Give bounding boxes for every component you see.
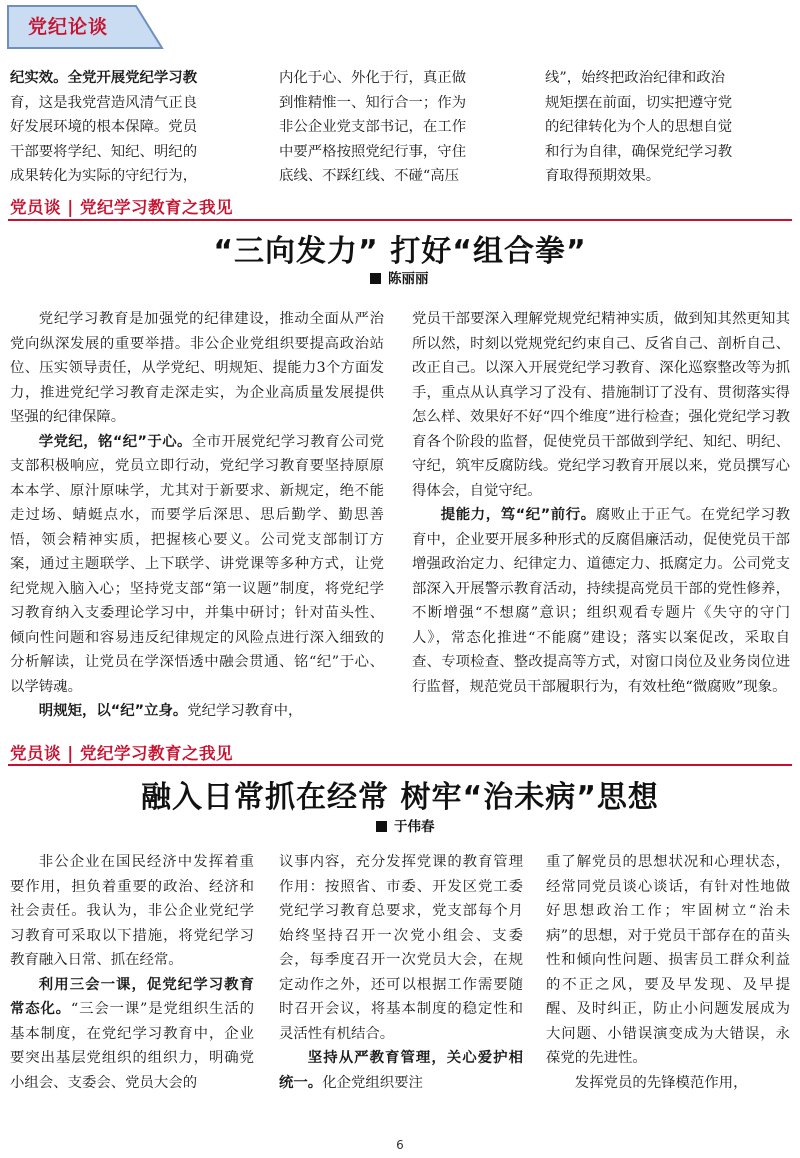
top-col2-line-2: 到惟精惟一、知行合一；作为 [279, 94, 467, 111]
article2-col3-p2: 发挥党员的先锋模范作用， [574, 1074, 748, 1091]
article2-col1-p2 [10, 973, 254, 1096]
article1-left-p2 [10, 430, 384, 700]
banner-title: 党纪论谈 [28, 16, 109, 38]
article1-right-p2-body: 腐败止于正气。在党纪学习教育中，企业要开展多种形式的反腐倡廉活动，促使党员干部增强政治定力、纪律定力、道德定力、抵腐定力。公司党支部深入开展警示教育活动，持续提高党员干部的党性修养，不断增强“不想腐”意识；组织观看专题片《失守的守门人》，常态化推进“不能腐”建设；落实以案促改，采取自查、专项检查、整改提高等方式，对窗口岗位及业务岗位进行监督，规范党员干部履职行为，有效杜绝“微腐败”现象。 [412, 507, 790, 695]
article2-column-2 [279, 850, 523, 1095]
article2-col2-p1: 议事内容，充分发挥党课的教育管理作用：按照省、市委、开发区党工委党纪学习教育总要求，党支部每个月始终坚持召开一次党小组会、支委会，每季度召开一次党员大会，在规定动作之外，还可以根据工作需要随时召开会议，将基本制度的稳定性和灵活性有机结合。 [279, 854, 523, 1042]
article1-left-p3-lead: 明规矩，以“纪”立身。 [38, 703, 188, 719]
top-col3-line-2: 规矩摆在前面，切实把遵守党 [545, 94, 733, 111]
byline-square-icon [370, 273, 381, 284]
article1-right-column [412, 307, 790, 699]
top-col1-line-1: 纪实效。全党开展党纪学习教 [10, 70, 198, 86]
top-col1-line-4: 干部要将学纪、知纪、明纪的 [10, 143, 198, 160]
section-banner [6, 4, 166, 50]
article1-headline: “三向发力” 打好“组合拳” [213, 234, 587, 269]
article1-right-p2 [412, 503, 790, 699]
article1-right-p2-lead: 提能力，笃“纪”前行。 [440, 507, 596, 523]
top-col3-line-1: 线”，始终把政治纪律和政治 [545, 70, 726, 86]
byline-square-icon [376, 821, 387, 832]
article2-column-3 [546, 850, 790, 1095]
article1-byline [370, 267, 429, 287]
article2-col1-p2-body: “三会一课”是党组织生活的基本制度，在党纪学习教育中，企业要突出基层党组织的组织力，明确党小组会、支委会、党员大会的 [10, 1001, 254, 1091]
article2-rule [8, 764, 792, 766]
top-col1-line-5: 成果转化为实际的守纪行为， [10, 168, 198, 184]
top-column-1 [10, 66, 255, 189]
article2-col2-p2-body: 化企党组织要注 [322, 1074, 423, 1091]
article1-left-p1: 党纪学习教育是加强党的纪律建设，推动全面从严治党向纵深发展的重要举措。非公企业党组织要提高政治站位、压实领导责任，从学党纪、明规矩、提能力3个方面发力，推进党纪学习教育走深走实，为企业高质量发展提供坚强的纪律保障。 [10, 311, 384, 425]
article1-left-p3-body: 党纪学习教育中， [187, 703, 303, 719]
top-col3-line-3: 的纪律转化为个人的思想自觉 [545, 119, 733, 135]
article2-byline [376, 815, 435, 835]
top-col2-line-1: 内化于心、外化于行，真正做 [279, 70, 467, 86]
top-col1-line-3: 好发展环境的根本保障。党员 [10, 119, 198, 135]
top-col3-line-4: 和行为自律，确保党纪学习教 [545, 143, 733, 160]
top-col2-line-3: 非公企业党支部书记，在工作 [279, 119, 467, 135]
article1-left-p3 [10, 699, 384, 724]
article2-author: 于伟春 [394, 819, 435, 835]
article2-col2-p2 [279, 1046, 523, 1095]
top-col2-line-5: 底线、不踩红线、不碰“高压 [279, 168, 460, 184]
article1-left-p2-lead: 学党纪，铭“纪”于心。 [38, 433, 192, 450]
article1-author: 陈丽丽 [388, 271, 429, 287]
article2-col3-p1: 重了解党员的思想状况和心理状态，经常同党员谈心谈话，有针对性地做好思想政治工作；牢固树立“治未病”的思想，对于党员干部存在的苗头性和倾向性问题、损害员工群众利益的不正之风，要及早发现、及早提醒、及时纠正，防止小问题发展成为大问题、小错误演变成为大错误，永葆党的先进性。 [546, 854, 790, 1066]
article2-headline: 融入日常抓在经常 树牢“治未病”思想 [141, 780, 659, 815]
article1-left-p2-body: 全市开展党纪学习教育公司党支部积极响应，党员立即行动，党纪学习教育要坚持原原本本学、原汁原味学，尤其对于新要求、新规定，绝不能走过场、蜻蜓点水，而要学后深思、思后勤学、勤思善悟，领会精神实质，把握核心要义。公司党支部制订方案，通过主题联学、上下联学、讲党课等多种方式，让党纪党规入脑入心；坚持党支部“第一议题”制度，将党纪学习教育纳入支委理论学习中，并集中研讨；针对苗头性、倾向性问题和容易违反纪律规定的风险点进行深入细致的分析解读，让党员在学深悟透中融会贯通、铭“纪”于心、以学铸魂。 [10, 433, 384, 695]
top-col3-line-5: 育取得预期效果。 [545, 168, 661, 184]
article2-column-1 [10, 850, 254, 1095]
article1-rule [8, 219, 792, 221]
article1-right-p1: 党员干部要深入理解党规党纪精神实质，做到知其然更知其所以然，时刻以党规党纪约束自己、反省自己、剖析自己、改正自己。以深入开展党纪学习教育、深化巡察整改等为抓手，重点从认真学习了没有、措施制订了没有、贯彻落实得怎么样、效果好不好“四个维度”进行检查；强化党纪学习教育各个阶段的监督，促使党员干部做到学纪、知纪、明纪、守纪，筑牢反腐防线。党纪学习教育开展以来，党员撰写心得体会，自觉守纪。 [412, 311, 790, 499]
article2-col1-p2-lead: 利用三会一课，促党纪学习教育常态化。 [10, 976, 254, 1017]
top-col2-line-4: 中要严格按照党纪行事，守住 [279, 143, 467, 160]
top-column-3 [545, 66, 790, 189]
top-column-2 [279, 66, 524, 189]
article1-left-column [10, 307, 384, 724]
article2-section-header: 党员谈 | 党纪学习教育之我见 [10, 744, 234, 763]
top-col1-line-2: 育，这是我党营造风清气正良 [10, 94, 198, 111]
article1-section-header: 党员谈 | 党纪学习教育之我见 [10, 198, 234, 217]
page-number: 6 [396, 1138, 404, 1152]
article2-col2-p2-lead: 坚持从严教育管理，关心爱护相统一。 [279, 1050, 523, 1091]
article2-col1-p1: 非公企业在国民经济中发挥着重要作用，担负着重要的政治、经济和社会责任。我认为，非公企业党纪学习教育可采取以下措施，将党纪学习教育融入日常、抓在经常。 [10, 854, 254, 968]
